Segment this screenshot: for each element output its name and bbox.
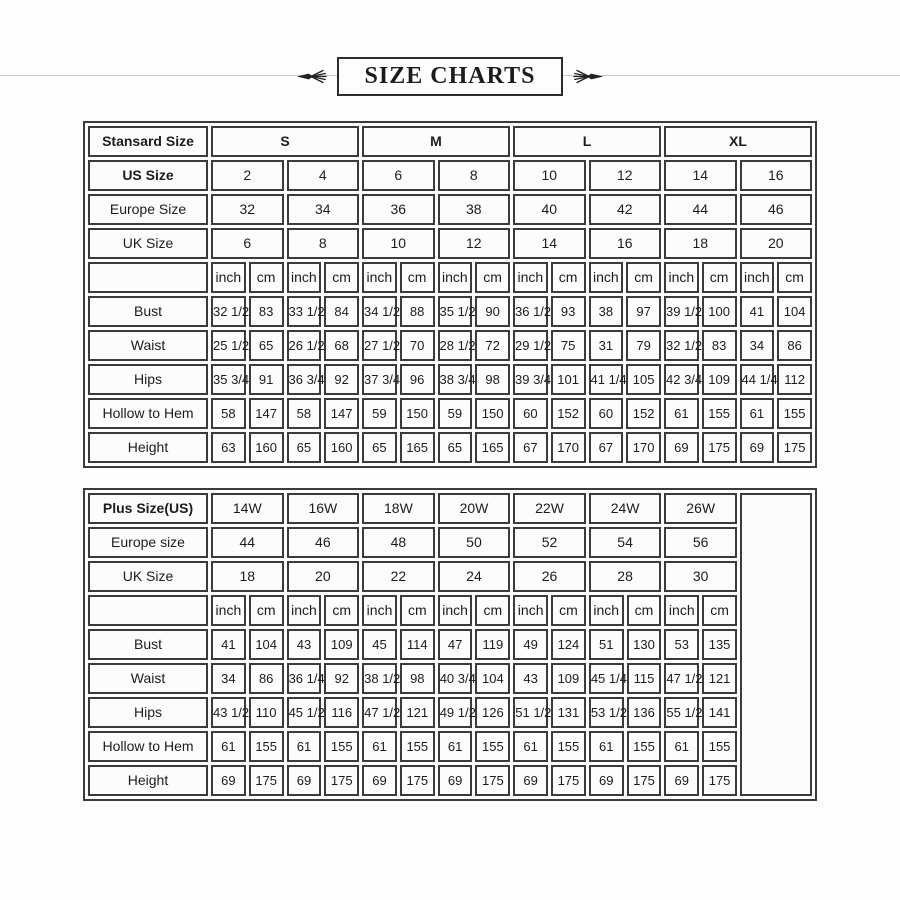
row-label: Hips — [88, 364, 208, 395]
table-cell: 121 — [702, 663, 737, 694]
table-row — [88, 561, 812, 592]
table-cell: 175 — [400, 765, 435, 796]
unit-label: inch — [438, 595, 473, 626]
table-cell: 28 1/2 — [438, 330, 473, 361]
table-cell: 61 — [211, 731, 246, 762]
unit-label: cm — [249, 595, 284, 626]
unit-label: inch — [740, 262, 775, 293]
table-cell: 51 — [589, 629, 624, 660]
table-cell: 26 1/2 — [287, 330, 322, 361]
unit-label: cm — [249, 262, 284, 293]
row-label: Hollow to Hem — [88, 398, 208, 429]
table-cell: 6 — [362, 160, 435, 191]
table-cell: 61 — [513, 731, 548, 762]
table-cell: 18W — [362, 493, 435, 524]
table-cell: 109 — [324, 629, 359, 660]
table-cell: 69 — [287, 765, 322, 796]
table-cell: 40 — [513, 194, 586, 225]
table-row — [88, 126, 812, 157]
table-cell: 20W — [438, 493, 511, 524]
table-cell: 14W — [211, 493, 284, 524]
row-label: Hollow to Hem — [88, 731, 208, 762]
table-cell: 104 — [777, 296, 812, 327]
corner-label: Plus Size(US) — [88, 493, 208, 524]
table-cell: 60 — [589, 398, 624, 429]
table-cell: 44 — [211, 527, 284, 558]
table-cell: 45 1/2 — [287, 697, 322, 728]
table-cell: 175 — [551, 765, 586, 796]
table-cell: 115 — [627, 663, 662, 694]
table-cell: 152 — [551, 398, 586, 429]
table-cell: 104 — [475, 663, 510, 694]
table-cell: 47 1/2 — [664, 663, 699, 694]
table-cell: 38 1/2 — [362, 663, 397, 694]
table-cell: 42 — [589, 194, 662, 225]
table-cell: 43 — [287, 629, 322, 660]
table-cell: 155 — [249, 731, 284, 762]
table-cell: 43 1/2 — [211, 697, 246, 728]
table-cell: 41 — [211, 629, 246, 660]
table-cell: 90 — [475, 296, 510, 327]
table-cell: 116 — [324, 697, 359, 728]
table-cell: 43 — [513, 663, 548, 694]
row-label: US Size — [88, 160, 208, 191]
size-group-label: M — [362, 126, 510, 157]
table-cell: 175 — [777, 432, 812, 463]
table-cell: 69 — [362, 765, 397, 796]
fleuron-right-icon — [571, 68, 604, 85]
table-cell: 65 — [287, 432, 322, 463]
table-cell: 175 — [475, 765, 510, 796]
unit-label: inch — [211, 595, 246, 626]
corner-label: Stansard Size — [88, 126, 208, 157]
table-cell: 49 — [513, 629, 548, 660]
table-cell: 36 1/2 — [513, 296, 548, 327]
table-cell: 59 — [438, 398, 473, 429]
unit-label: cm — [475, 595, 510, 626]
table-cell: 119 — [475, 629, 510, 660]
table-cell: 130 — [627, 629, 662, 660]
size-group-label: L — [513, 126, 661, 157]
unit-label: cm — [702, 595, 737, 626]
unit-label: cm — [400, 595, 435, 626]
table-cell: 22 — [362, 561, 435, 592]
unit-label: inch — [211, 262, 246, 293]
table-cell: 92 — [324, 663, 359, 694]
table-cell: 155 — [627, 731, 662, 762]
table-row — [88, 398, 812, 429]
empty-corner-cell — [88, 595, 208, 626]
table-cell: 70 — [400, 330, 435, 361]
table-cell: 141 — [702, 697, 737, 728]
table-cell: 38 3/4 — [438, 364, 473, 395]
table-cell: 53 1/2 — [589, 697, 624, 728]
table-cell: 33 1/2 — [287, 296, 322, 327]
table-cell: 69 — [513, 765, 548, 796]
unit-label: cm — [551, 262, 586, 293]
table-cell: 135 — [702, 629, 737, 660]
row-label: Europe size — [88, 527, 208, 558]
table-cell: 48 — [362, 527, 435, 558]
table-cell: 47 1/2 — [362, 697, 397, 728]
table-row — [88, 731, 812, 762]
table-row — [88, 697, 812, 728]
table-row — [88, 663, 812, 694]
table-cell: 53 — [664, 629, 699, 660]
table-cell: 36 1/4 — [287, 663, 322, 694]
table-cell: 35 1/2 — [438, 296, 473, 327]
table-cell: 86 — [249, 663, 284, 694]
table-cell: 41 1/4 — [589, 364, 624, 395]
table-cell: 38 — [438, 194, 511, 225]
table-cell: 83 — [249, 296, 284, 327]
unit-label: inch — [287, 262, 322, 293]
table-cell: 8 — [287, 228, 360, 259]
table-cell: 26 — [513, 561, 586, 592]
table-cell: 75 — [551, 330, 586, 361]
table-cell: 24 — [438, 561, 511, 592]
table-cell: 175 — [702, 432, 737, 463]
table-cell: 12 — [589, 160, 662, 191]
table-cell: 155 — [475, 731, 510, 762]
table-cell: 4 — [287, 160, 360, 191]
row-label: Bust — [88, 296, 208, 327]
table-cell: 52 — [513, 527, 586, 558]
table-cell: 28 — [589, 561, 662, 592]
table-cell: 41 — [740, 296, 775, 327]
table-cell: 37 3/4 — [362, 364, 397, 395]
table-cell: 147 — [324, 398, 359, 429]
empty-corner-cell — [88, 262, 208, 293]
table-cell: 30 — [664, 561, 737, 592]
table-cell: 34 1/2 — [362, 296, 397, 327]
table-cell: 152 — [626, 398, 661, 429]
table-cell: 155 — [777, 398, 812, 429]
table-cell: 51 1/2 — [513, 697, 548, 728]
table-row — [88, 432, 812, 463]
table-cell: 56 — [664, 527, 737, 558]
table-cell: 55 1/2 — [664, 697, 699, 728]
table-cell: 69 — [589, 765, 624, 796]
table-cell: 27 1/2 — [362, 330, 397, 361]
table-cell: 170 — [626, 432, 661, 463]
table-cell: 170 — [551, 432, 586, 463]
table-cell: 165 — [475, 432, 510, 463]
table-cell: 58 — [287, 398, 322, 429]
row-label: Europe Size — [88, 194, 208, 225]
table-cell: 39 1/2 — [664, 296, 699, 327]
table-cell: 98 — [400, 663, 435, 694]
table-cell: 44 — [664, 194, 737, 225]
table-cell: 155 — [702, 398, 737, 429]
table-cell: 45 1/4 — [589, 663, 624, 694]
unit-label: inch — [664, 262, 699, 293]
table-cell: 61 — [664, 731, 699, 762]
table-cell: 65 — [362, 432, 397, 463]
table-cell: 61 — [664, 398, 699, 429]
table-cell: 12 — [438, 228, 511, 259]
table-cell: 61 — [438, 731, 473, 762]
table-row — [88, 493, 812, 524]
table-cell: 155 — [324, 731, 359, 762]
table-cell: 24W — [589, 493, 662, 524]
table-cell: 68 — [324, 330, 359, 361]
table-row — [88, 160, 812, 191]
table-cell: 114 — [400, 629, 435, 660]
table-cell: 175 — [702, 765, 737, 796]
header — [0, 0, 900, 95]
table-cell: 165 — [400, 432, 435, 463]
unit-label: cm — [324, 262, 359, 293]
table-cell: 91 — [249, 364, 284, 395]
row-label: UK Size — [88, 561, 208, 592]
table-cell: 65 — [438, 432, 473, 463]
row-label: UK Size — [88, 228, 208, 259]
table-cell: 32 — [211, 194, 284, 225]
unit-label: cm — [324, 595, 359, 626]
table-row — [88, 228, 812, 259]
table-cell: 29 1/2 — [513, 330, 548, 361]
table-cell: 136 — [627, 697, 662, 728]
table-cell: 32 1/2 — [211, 296, 246, 327]
table-cell: 101 — [551, 364, 586, 395]
table-cell: 36 — [362, 194, 435, 225]
table-cell: 150 — [475, 398, 510, 429]
table-cell: 175 — [627, 765, 662, 796]
table-cell: 47 — [438, 629, 473, 660]
table-cell: 121 — [400, 697, 435, 728]
table-cell: 34 — [287, 194, 360, 225]
row-label: Hips — [88, 697, 208, 728]
table-cell: 67 — [513, 432, 548, 463]
unit-label: inch — [664, 595, 699, 626]
table-cell: 34 — [211, 663, 246, 694]
table-cell: 60 — [513, 398, 548, 429]
row-label: Height — [88, 432, 208, 463]
table-cell: 26W — [664, 493, 737, 524]
standard-size-table — [83, 121, 817, 468]
table-cell: 98 — [475, 364, 510, 395]
table-cell: 59 — [362, 398, 397, 429]
unit-label: inch — [362, 262, 397, 293]
table-cell: 14 — [513, 228, 586, 259]
table-cell: 160 — [324, 432, 359, 463]
table-row — [88, 765, 812, 796]
table-cell: 155 — [702, 731, 737, 762]
unit-label: cm — [551, 595, 586, 626]
unit-label: cm — [475, 262, 510, 293]
table-row — [88, 629, 812, 660]
unit-label: inch — [513, 595, 548, 626]
row-label: Height — [88, 765, 208, 796]
table-cell: 50 — [438, 527, 511, 558]
table-cell: 25 1/2 — [211, 330, 246, 361]
row-label: Bust — [88, 629, 208, 660]
table-cell: 155 — [551, 731, 586, 762]
table-cell: 61 — [362, 731, 397, 762]
table-row — [88, 296, 812, 327]
table-cell: 45 — [362, 629, 397, 660]
table-cell: 22W — [513, 493, 586, 524]
table-cell: 61 — [740, 398, 775, 429]
table-row — [88, 330, 812, 361]
table-cell: 31 — [589, 330, 624, 361]
table-cell: 109 — [702, 364, 737, 395]
table-cell: 8 — [438, 160, 511, 191]
table-cell: 14 — [664, 160, 737, 191]
table-cell: 69 — [664, 432, 699, 463]
table-cell: 110 — [249, 697, 284, 728]
table-cell: 100 — [702, 296, 737, 327]
table-row — [88, 595, 812, 626]
unit-label: inch — [513, 262, 548, 293]
table-cell: 150 — [400, 398, 435, 429]
size-group-label: S — [211, 126, 359, 157]
table-cell: 86 — [777, 330, 812, 361]
table-cell: 105 — [626, 364, 661, 395]
size-group-label: XL — [664, 126, 812, 157]
unit-label: cm — [626, 262, 661, 293]
table-cell: 36 3/4 — [287, 364, 322, 395]
table-cell: 35 3/4 — [211, 364, 246, 395]
table-cell: 112 — [777, 364, 812, 395]
table-row — [88, 364, 812, 395]
table-cell: 97 — [626, 296, 661, 327]
table-cell: 72 — [475, 330, 510, 361]
table-cell: 6 — [211, 228, 284, 259]
unit-label: inch — [362, 595, 397, 626]
table-cell: 42 3/4 — [664, 364, 699, 395]
table-cell: 104 — [249, 629, 284, 660]
table-cell: 34 — [740, 330, 775, 361]
table-cell: 65 — [249, 330, 284, 361]
table-row — [88, 527, 812, 558]
table-cell: 109 — [551, 663, 586, 694]
table-cell: 67 — [589, 432, 624, 463]
table-cell: 160 — [249, 432, 284, 463]
table-cell: 58 — [211, 398, 246, 429]
unit-label: cm — [400, 262, 435, 293]
table-cell: 63 — [211, 432, 246, 463]
table-cell: 124 — [551, 629, 586, 660]
table-cell: 10 — [362, 228, 435, 259]
table-cell: 126 — [475, 697, 510, 728]
table-cell: 32 1/2 — [664, 330, 699, 361]
table-cell: 83 — [702, 330, 737, 361]
table-cell: 40 3/4 — [438, 663, 473, 694]
table-cell: 69 — [664, 765, 699, 796]
table-cell: 49 1/2 — [438, 697, 473, 728]
table-cell: 20 — [740, 228, 813, 259]
table-cell: 175 — [324, 765, 359, 796]
title-box — [337, 57, 564, 96]
table-cell: 38 — [589, 296, 624, 327]
table-cell: 18 — [664, 228, 737, 259]
table-row — [88, 194, 812, 225]
unit-label: inch — [589, 595, 624, 626]
table-cell: 16 — [589, 228, 662, 259]
table-cell: 54 — [589, 527, 662, 558]
table-cell: 69 — [211, 765, 246, 796]
table-cell: 96 — [400, 364, 435, 395]
table-cell: 69 — [438, 765, 473, 796]
table-row — [88, 262, 812, 293]
table-cell: 44 1/4 — [740, 364, 775, 395]
table-cell: 16 — [740, 160, 813, 191]
empty-column-cell — [740, 493, 812, 796]
table-cell: 88 — [400, 296, 435, 327]
table-cell: 16W — [287, 493, 360, 524]
table-cell: 2 — [211, 160, 284, 191]
table-cell: 10 — [513, 160, 586, 191]
table-cell: 147 — [249, 398, 284, 429]
unit-label: cm — [627, 595, 662, 626]
unit-label: inch — [589, 262, 624, 293]
table-cell: 18 — [211, 561, 284, 592]
row-label: Waist — [88, 663, 208, 694]
unit-label: inch — [287, 595, 322, 626]
table-cell: 61 — [287, 731, 322, 762]
unit-label: inch — [438, 262, 473, 293]
table-cell: 92 — [324, 364, 359, 395]
table-cell: 175 — [249, 765, 284, 796]
table-cell: 39 3/4 — [513, 364, 548, 395]
table-cell: 69 — [740, 432, 775, 463]
table-cell: 79 — [626, 330, 661, 361]
fleuron-left-icon — [296, 68, 329, 85]
unit-label: cm — [777, 262, 812, 293]
table-cell: 46 — [287, 527, 360, 558]
plus-size-table — [83, 488, 817, 801]
title-row — [0, 57, 900, 96]
table-cell: 131 — [551, 697, 586, 728]
table-cell: 93 — [551, 296, 586, 327]
table-cell: 84 — [324, 296, 359, 327]
table-cell: 61 — [589, 731, 624, 762]
table-cell: 20 — [287, 561, 360, 592]
table-cell: 46 — [740, 194, 813, 225]
page-title: SIZE CHARTS — [364, 63, 536, 89]
row-label: Waist — [88, 330, 208, 361]
unit-label: cm — [702, 262, 737, 293]
table-cell: 155 — [400, 731, 435, 762]
